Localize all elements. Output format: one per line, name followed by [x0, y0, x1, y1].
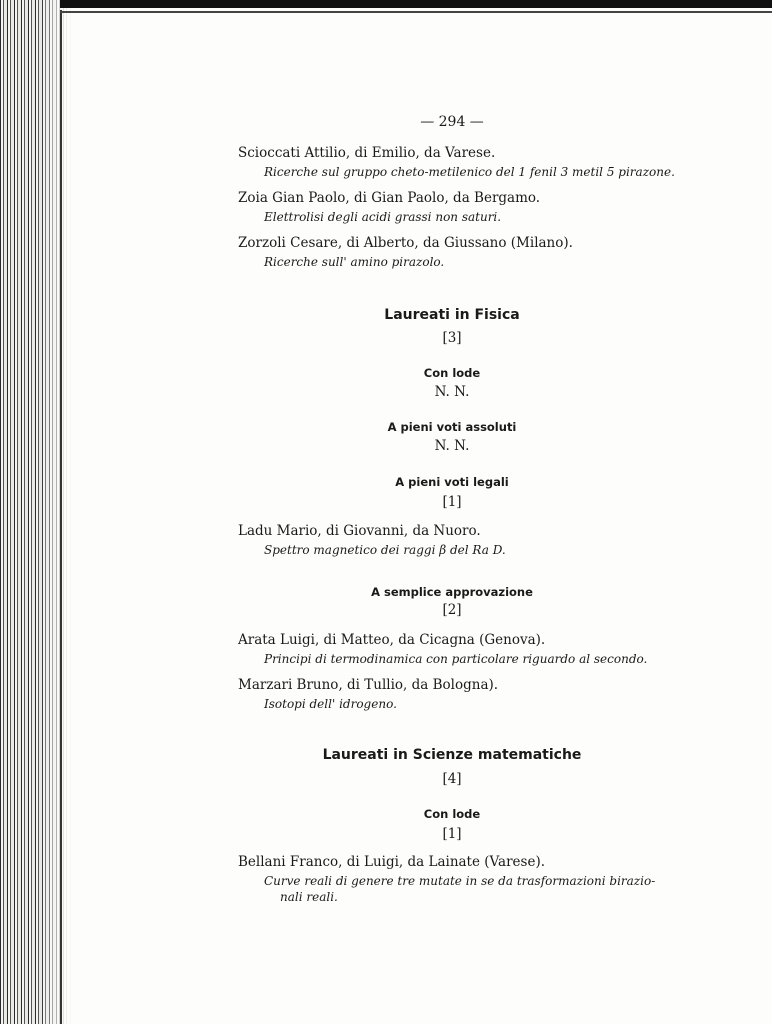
graduate-name: Zorzoli Cesare, di Alberto, da Giussano (Milano). [238, 235, 573, 251]
entry-marzari [238, 677, 498, 711]
subheading-con-lode: Con lode [423, 366, 481, 380]
entry-zorzoli [238, 235, 573, 269]
thesis-title: Elettrolisi degli acidi grassi non saturi. [264, 210, 502, 224]
thesis-title-continuation: nali reali. [280, 890, 338, 904]
top-scan-edge [60, 0, 772, 8]
section-title-matematiche: Laureati in Scienze matematiche [322, 747, 582, 763]
thesis-title: Isotopi dell' idrogeno. [264, 697, 397, 711]
entry-bellani [238, 854, 655, 904]
section-count-fisica: [3] [442, 330, 462, 346]
graduate-name: Zoia Gian Paolo, di Gian Paolo, da Bergamo. [238, 190, 541, 206]
page-number: — 294 — [420, 114, 484, 130]
graduate-name: Bellani Franco, di Luigi, da Lainate (Varese). [238, 854, 546, 870]
pieni-voti-assoluti-value: N. N. [434, 438, 470, 454]
con-lode-count-matematiche: [1] [442, 826, 462, 842]
entry-scioccati [238, 145, 675, 179]
subheading-pieni-voti-assoluti: A pieni voti assoluti [387, 420, 517, 434]
thesis-title: Curve reali di genere tre mutate in se da trasformazioni birazio- [264, 874, 656, 888]
graduate-name: Scioccati Attilio, di Emilio, da Varese. [238, 145, 496, 161]
section-title-fisica: Laureati in Fisica [384, 307, 520, 323]
graduate-name: Ladu Mario, di Giovanni, da Nuoro. [238, 523, 481, 539]
semplice-approvazione-count: [2] [442, 602, 462, 618]
entry-ladu [238, 523, 506, 557]
thesis-title: Ricerche sull' amino pirazolo. [264, 255, 445, 269]
binding-line [60, 10, 62, 1024]
graduate-name: Arata Luigi, di Matteo, da Cicagna (Genova). [238, 632, 546, 648]
subheading-pieni-voti-legali: A pieni voti legali [395, 475, 509, 489]
entry-arata [238, 632, 647, 666]
subheading-con-lode-matematiche: Con lode [423, 807, 481, 821]
pieni-voti-legali-count: [1] [442, 494, 462, 510]
entry-zoia [238, 190, 540, 224]
subheading-semplice-approvazione: A semplice approvazione [371, 585, 533, 599]
section-count-matematiche: [4] [442, 771, 462, 787]
thesis-title: Spettro magnetico dei raggi β del Ra D. [264, 543, 506, 557]
graduate-name: Marzari Bruno, di Tullio, da Bologna). [238, 677, 499, 693]
thesis-title: Principi di termodinamica con particolare riguardo al secondo. [264, 652, 648, 666]
thesis-title: Ricerche sul gruppo cheto-metilenico del 1 fenil 3 metil 5 pirazone. [264, 165, 675, 179]
con-lode-value: N. N. [434, 384, 470, 400]
